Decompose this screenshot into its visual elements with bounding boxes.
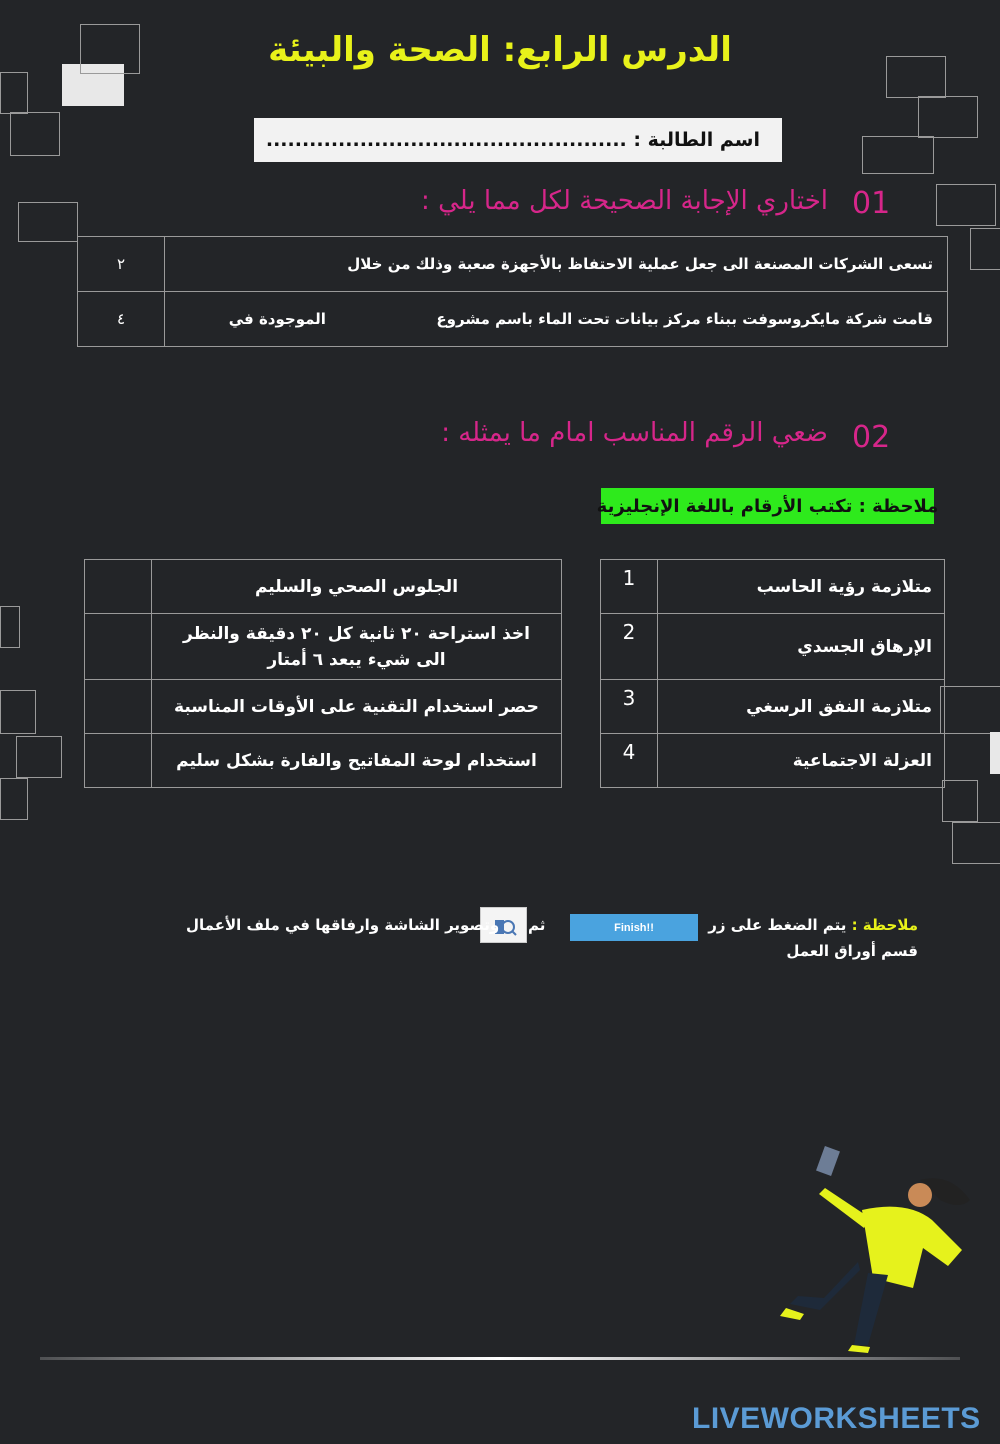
term-text: الإرهاق الجسدي xyxy=(658,614,945,680)
term-text: متلازمة النفق الرسغي xyxy=(658,680,945,734)
table-row xyxy=(85,680,562,734)
footer-note-text: يتم الضغط على زر xyxy=(708,916,847,934)
table-row xyxy=(601,560,945,614)
question-text xyxy=(165,237,948,292)
term-text: العزلة الاجتماعية xyxy=(658,734,945,788)
decor-square xyxy=(10,112,60,156)
decor-square xyxy=(952,822,1000,864)
section1-number: 01 xyxy=(852,186,891,221)
question-text-main: تسعى الشركات المصنعة الى جعل عملية الاحتفاظ بالأجهزة صعبة وذلك من خلال xyxy=(347,255,933,273)
page-title: الدرس الرابع: الصحة والبيئة xyxy=(268,30,732,70)
falling-person-illustration xyxy=(770,1140,990,1360)
term-number: 4 xyxy=(601,734,658,788)
table-row xyxy=(601,734,945,788)
note-banner: ملاحظة : تكتب الأرقام باللغة الإنجليزية xyxy=(601,488,934,524)
footer-note-text-2: وتصوير الشاشة وارفاقها في ملف الأعمال xyxy=(186,916,500,934)
term-text: متلازمة رؤية الحاسب xyxy=(658,560,945,614)
table-row xyxy=(601,614,945,680)
term-number: 2 xyxy=(601,614,658,680)
questions-table xyxy=(77,236,948,347)
answer-input[interactable] xyxy=(85,560,152,614)
decor-square xyxy=(0,690,36,734)
footer-note-line1 xyxy=(708,916,918,934)
student-name-field[interactable]: اسم الطالبة : .................................................. xyxy=(254,118,782,162)
description-text: الجلوس الصحي والسليم xyxy=(152,560,562,614)
question-number: ٤ xyxy=(78,292,165,347)
descriptions-table xyxy=(84,559,562,788)
description-text: حصر استخدام التقنية على الأوقات المناسبة xyxy=(152,680,562,734)
footer-divider xyxy=(40,1357,960,1360)
table-row xyxy=(78,237,948,292)
decor-square xyxy=(18,202,78,242)
table-row xyxy=(78,292,948,347)
footer-note-then: ثم xyxy=(528,916,546,934)
decor-square xyxy=(942,780,978,822)
term-number: 1 xyxy=(601,560,658,614)
table-row xyxy=(85,734,562,788)
table-row xyxy=(85,560,562,614)
terms-table xyxy=(600,559,945,788)
table-row xyxy=(85,614,562,680)
section1-title: اختاري الإجابة الصحيحة لكل مما يلي : xyxy=(421,186,828,216)
brand-text: LIVEWORKSHEETS xyxy=(692,1402,981,1435)
answer-input[interactable] xyxy=(85,614,152,680)
decor-square xyxy=(0,72,28,114)
decor-square xyxy=(970,228,1000,270)
decor-square xyxy=(16,736,62,778)
decor-square xyxy=(936,184,996,226)
question-text-main: قامت شركة مايكروسوفت ببناء مركز بيانات تحت الماء باسم مشروع xyxy=(436,310,933,328)
decor-square xyxy=(0,606,20,648)
decor-square xyxy=(862,136,934,174)
decor-square xyxy=(990,732,1000,774)
section2-title: ضعي الرقم المناسب امام ما يمثله : xyxy=(441,418,828,448)
description-text: اخذ استراحة ٢٠ ثانية كل ٢٠ دقيقة والنظر الى شيء يبعد ٦ أمتار xyxy=(152,614,562,680)
finish-button[interactable]: Finish!! xyxy=(570,914,698,941)
section2-number: 02 xyxy=(852,420,891,455)
decor-square xyxy=(940,686,1000,734)
description-text: استخدام لوحة المفاتيح والفارة بشكل سليم xyxy=(152,734,562,788)
question-text-tail: الموجودة في xyxy=(228,310,326,328)
question-text xyxy=(165,292,948,347)
answer-input[interactable] xyxy=(85,680,152,734)
footer-note-line2: قسم أوراق العمل xyxy=(786,942,918,960)
decor-square xyxy=(918,96,978,138)
answer-input[interactable] xyxy=(85,734,152,788)
table-row xyxy=(601,680,945,734)
footer-note-label: ملاحظة : xyxy=(851,916,918,934)
term-number: 3 xyxy=(601,680,658,734)
decor-square xyxy=(0,778,28,820)
liveworksheets-logo xyxy=(692,1402,981,1436)
question-number: ٢ xyxy=(78,237,165,292)
